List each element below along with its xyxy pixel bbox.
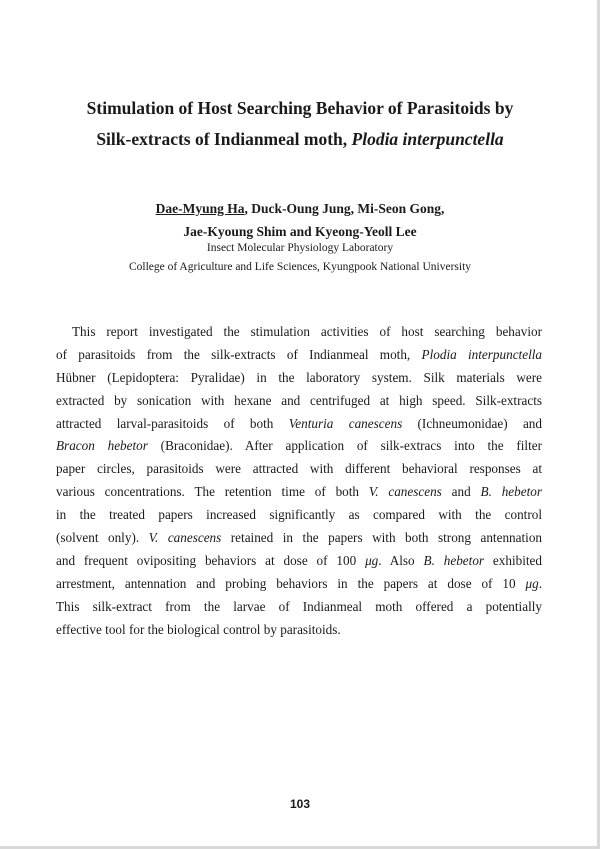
abstract-text: This silk-extract from the larvae of Indianmeal moth offered a potentially [56,598,542,614]
abstract-line [56,550,542,573]
page-number: 103 [289,797,311,811]
unit-text: μg [365,552,379,568]
abstract-text: . Also [378,552,424,568]
species-name: B. hebetor [423,552,485,568]
abstract-line [56,527,542,550]
affiliation-lab: Insect Molecular Physiology Laboratory [206,242,394,254]
title-line-2-prefix: Silk-extracts of Indianmeal moth, [96,129,348,149]
abstract-line [56,344,542,367]
species-name: Plodia interpunctella [421,346,542,362]
abstract-text: and [441,484,481,500]
abstract-text: retained in the papers with both strong antennation [221,530,543,546]
species-name: Venturia canescens [288,415,403,431]
first-author: Dae-Myung Ha [155,201,245,216]
abstract-text: of parasitoids from the silk-extracts of Indianmeal moth, [56,346,422,362]
abstract-text: . [538,575,542,591]
abstract-line [56,390,542,413]
abstract-line [56,413,542,436]
species-name: B. hebetor [480,484,543,500]
abstract-text: attracted larval-parasitoids of both [56,415,289,431]
abstract [56,321,542,641]
abstract-text: extracted by sonication with hexane and centrifuged at high speed. Silk-extracts [56,392,542,408]
abstract-text: (Braconidae). After application of silk-extracs into the filter [147,438,542,454]
abstract-text: in the treated papers increased significantly as compared with the control [56,507,542,523]
abstract-text: and frequent ovipositing behaviors at dose of 100 [56,552,366,568]
paper-title [60,93,540,155]
abstract-text: effective tool for the biological control by parasitoids. [56,621,341,637]
species-name: V. canescens [368,484,442,500]
abstract-line [56,504,542,527]
species-name: Bracon hebetor [56,438,148,454]
abstract-line [56,321,542,344]
abstract-text: various concentrations. The retention time of both [56,484,369,500]
abstract-text: This report investigated the stimulation activities of host searching behavior [72,324,542,339]
authors-line-1-rest: , Duck-Oung Jung, Mi-Seon Gong, [244,201,445,216]
abstract-line [56,573,542,596]
species-name: V. canescens [148,530,222,546]
unit-text: μg [525,575,539,591]
abstract-text: (Ichneumonidae) and [402,415,542,431]
abstract-line [56,367,542,390]
abstract-text: (solvent only). [56,530,149,546]
title-line-1: Stimulation of Host Searching Behavior of Parasitoids by [86,98,514,118]
abstract-line [56,596,542,619]
abstract-text: paper circles, parasitoids were attracted with different behavioral responses at [56,461,542,477]
affiliation-college: College of Agriculture and Life Sciences, Kyungpook National University [128,261,472,273]
abstract-text: Hübner (Lepidoptera: Pyralidae) in the laboratory system. Silk materials were [56,369,542,385]
abstract-text: exhibited [484,552,542,568]
title-species-name: Plodia interpunctella [351,129,504,149]
abstract-line [56,619,542,642]
abstract-line [56,458,542,481]
abstract-line [56,481,542,504]
abstract-text: arrestment, antennation and probing behaviors in the papers at dose of 10 [56,575,526,591]
abstract-line [56,435,542,458]
author-list [60,197,540,243]
authors-line-2: Jae-Kyoung Shim and Kyeong-Yeoll Lee [183,224,417,239]
